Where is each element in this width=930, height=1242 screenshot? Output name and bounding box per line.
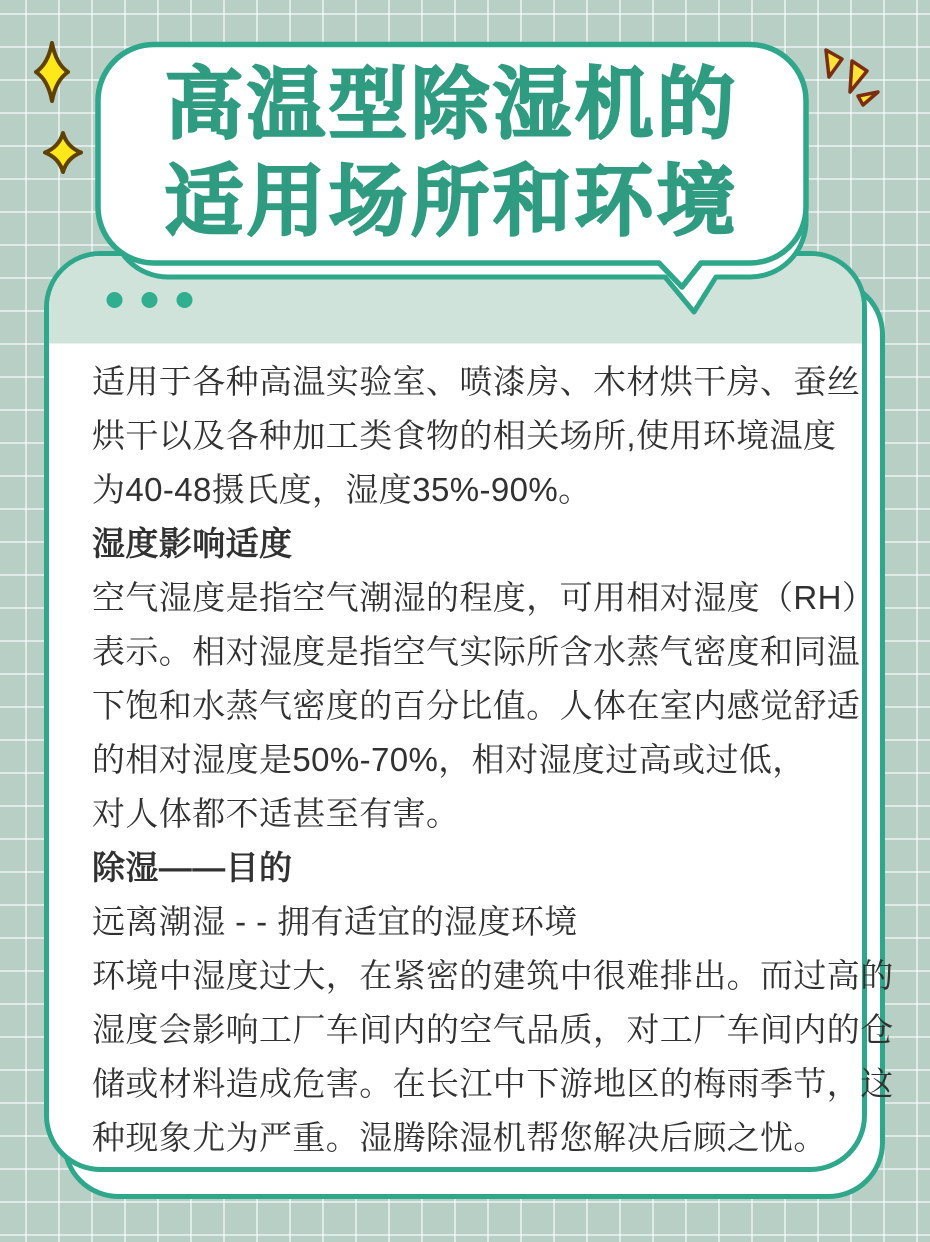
body-line: 的相对湿度是50%-70%，相对湿度过高或过低， <box>92 741 806 778</box>
body-line: 对人体都不适甚至有害。 <box>92 795 460 832</box>
body-line: 烘干以及各种加工类食物的相关场所,使用环境温度 <box>92 417 837 454</box>
page-title-line-1: 高温型除湿机的 <box>164 60 739 148</box>
ellipsis-dots-icon <box>107 292 193 308</box>
section-heading: 除湿——目的 <box>92 849 293 886</box>
body-line: 为40-48摄氏度，湿度35%-90%。 <box>92 471 592 508</box>
emphasis-marks-icon <box>826 50 878 105</box>
body-line: 湿度会影响工厂车间内的空气品质，对工厂车间内的仓 <box>92 1011 894 1048</box>
body-line: 适用于各种高温实验室、喷漆房、木材烘干房、蚕丝 <box>92 363 861 400</box>
sparkle-icon <box>45 133 81 172</box>
card-body <box>92 355 894 1165</box>
sparkle-icon <box>36 43 68 101</box>
page-title <box>98 56 806 250</box>
body-line: 空气湿度是指空气潮湿的程度，可用相对湿度（RH） <box>92 579 876 616</box>
body-line: 环境中湿度过大，在紧密的建筑中很难排出。而过高的 <box>92 957 894 994</box>
page-title-line-2: 适用场所和环境 <box>164 157 739 245</box>
body-line: 表示。相对湿度是指空气实际所含水蒸气密度和同温 <box>92 633 861 670</box>
body-line: 下饱和水蒸气密度的百分比值。人体在室内感觉舒适 <box>92 687 861 724</box>
body-line: 种现象尤为严重。湿腾除湿机帮您解决后顾之忧。 <box>92 1119 827 1156</box>
section-heading: 湿度影响适度 <box>92 525 293 562</box>
body-line: 远离潮湿 - - 拥有适宜的湿度环境 <box>92 903 578 940</box>
body-line: 储或材料造成危害。在长江中下游地区的梅雨季节，这 <box>92 1065 894 1102</box>
